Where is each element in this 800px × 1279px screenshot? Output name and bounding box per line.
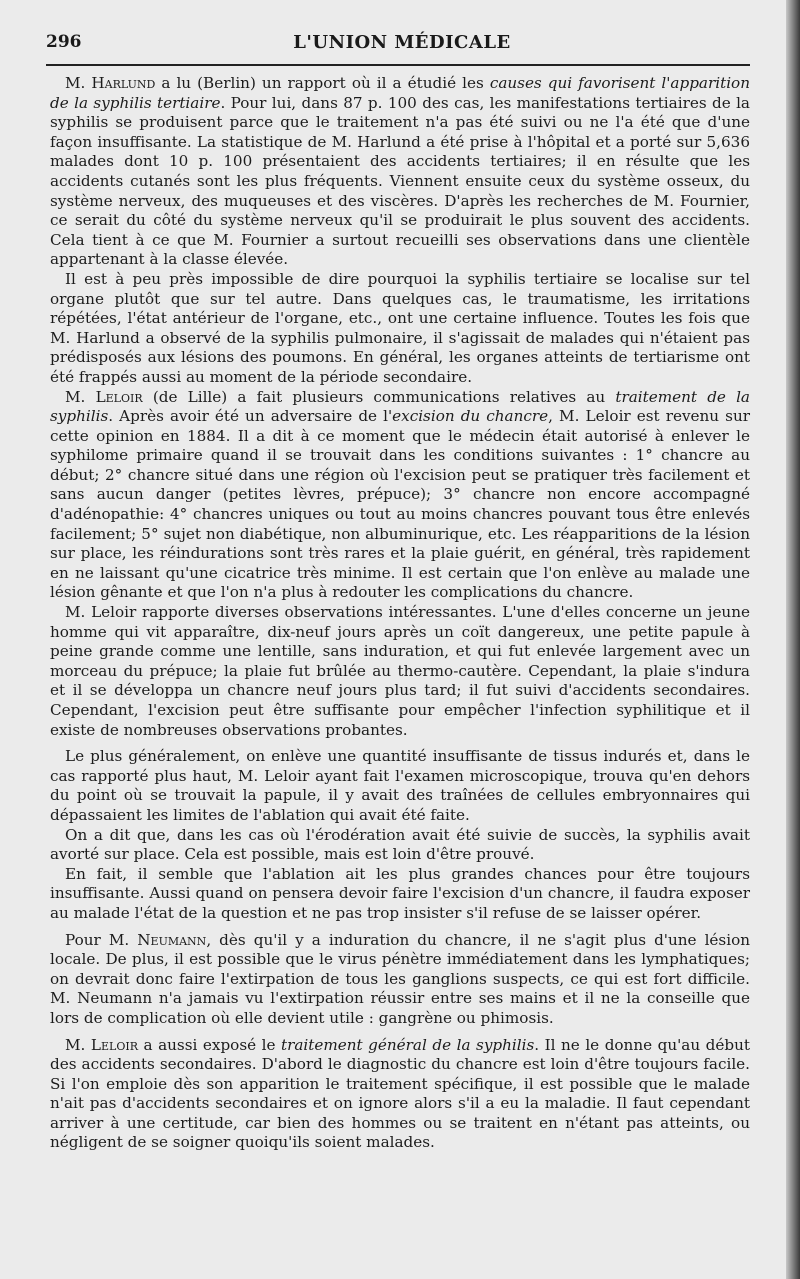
header-rule: [46, 64, 750, 66]
italic-text: excision du chancre: [392, 407, 549, 426]
text-segment: Pour M.: [65, 930, 138, 949]
text-segment: , dès qu'il y a induration du chancre, il ne s'agit plus d'une lésion locale. De plus, il est possible que le virus pénètre immédiatement dans les lymphatiques; on devrait donc faire l'extirpation de tous les ganglions suspects, ce qui est fort difficile. M. Neumann n'a jamais vu l'extirpation réussir entre ses mains et il ne la conseille que lors de complication où elle devient utile : gangrène ou phimosis.: [50, 930, 751, 1027]
text-segment: Il est à peu près impossible de dire pourquoi la syphilis tertiaire se localise sur tel organe plutôt que sur tel autre. Dans quelques cas, le traumatisme, les irritations répétées, l'état antérieur de l'organe, etc., ont une certaine influence. Toutes les fois que M. Harlund a observé de la syphilis pulmonaire, il s'agissait de malades qui n'étaient pas prédisposés aux lésions des poumons. En général, les organes atteints de tertiarisme ont été frappés aussi au moment de la période secondaire.: [50, 269, 750, 386]
paragraph: [50, 747, 750, 825]
text-segment: M.: [65, 387, 96, 406]
page-number: 296: [46, 32, 82, 52]
paragraph: [50, 1036, 750, 1154]
paragraph: [50, 74, 750, 270]
text-segment: M.: [65, 74, 92, 92]
text-segment: , M. Leloir est revenu sur cette opinion en 1884. Il a dit à ce moment que le médecin était autorisé à enlever le syphilome primaire quand il se trouvait dans les conditions suivantes : 1° chancre au début; 2° chancre situé dans une région où l'excision peut se pratiquer très facilement et sans aucun danger (petites lèvres, prépuce); 3° chancre non encore accompagné d'adénopathie: 4° chancres uniques ou tout au moins chancres pouvant tous être enlevés facilement; 5° sujet non diabétique, non albuminurique, etc. Les réapparitions de la lésion sur place, les réindurations sont très rares et la plaie guérit, en général, très rapidement en ne laissant qu'une cicatrice très minime. Il est certain que l'on enlève au malade une lésion gênante et que l'on n'a plus à redouter les complications du chancre.: [50, 407, 750, 602]
text-segment: En fait, il semble que l'ablation ait les plus grandes chances pour être toujours insuffisante. Aussi quand on pensera devoir faire l'excision d'un chancre, il faudra exposer au malade l'état de la question et ne pas trop insister s'il refuse de se laisser opérer.: [50, 864, 750, 922]
author-name: Leloir: [95, 387, 143, 406]
paragraph: [50, 270, 750, 388]
text-segment: M. Leloir rapporte diverses observations intéressantes. L'une d'elles concerne un jeune homme qui vit apparaître, dix-neuf jours après un coït dangereux, une petite papule à peine grande comme une lentille, sans induration, et qui fut enlevée largement avec un morceau du prépuce; la plaie fut brûlée au thermo-cautère. Cependant, la plaie s'indura et il se développa un chancre neuf jours plus tard; il fut suivi d'accidents secondaires. Cependant, l'excision peut être suffisante pour empêcher l'infection syphilitique et il existe de nombreuses observations probantes.: [50, 603, 750, 739]
text-segment: On a dit que, dans les cas où l'érodération avait été suivie de succès, la syphilis avait avorté sur place. Cela est possible, mais est loin d'être prouvé.: [50, 825, 750, 864]
text-segment: Le plus généralement, on enlève une quantité insuffisante de tissus indurés et, dans le cas rapporté plus haut, M. Leloir ayant fait l'examen microscopique, trouva qu'en dehors du point où se trouvait la papule, il y avait des traînées de cellules embryonnaires qui dépassaient les limites de l'ablation qui avait été faite.: [50, 747, 750, 824]
text-segment: a lu (Berlin) un rapport où il a étudié les: [155, 74, 490, 92]
paragraph: [50, 865, 750, 924]
author-name: Harlund: [91, 74, 156, 92]
paragraph: [50, 931, 750, 1029]
italic-text: causes qui favorisent l'apparition de la syphilis tertiaire: [50, 74, 750, 112]
text-segment: a aussi exposé le: [137, 1035, 282, 1054]
article-body: [50, 74, 750, 1153]
running-title: L'UNION MÉDICALE: [293, 32, 511, 53]
author-name: Neumann: [137, 930, 207, 949]
page-edge-shadow: [786, 0, 800, 1279]
italic-text: traitement général de la syphilis: [281, 1035, 535, 1054]
paragraph: [50, 826, 750, 865]
text-segment: . Il ne le donne qu'au début des accidents secondaires. D'abord le diagnostic du chancre est loin d'être toujours facile. Si l'on emploie dès son apparition le traitement spécifique, il est possible que le malade n'ait pas d'accidents secondaires et on ignore alors s'il a eu la maladie. Il faut cependant arriver à une certitude, car bien des hommes ou se traitent en n'étant pas atteints, ou négligent de se soigner quoiqu'ils soient malades.: [50, 1035, 750, 1152]
paragraph: [50, 603, 750, 740]
text-segment: . Pour lui, dans 87 p. 100 des cas, les manifestations tertiaires de la syphilis se produisent parce que le traitement n'a pas été suivi ou ne l'a été que d'une façon insuffisante. La statistique de M. Harlund a été prise à l'hôpital et a porté sur 5,636 malades dont 10 p. 100 présentaient des accidents tertiaires; il en résulte que les accidents cutanés sont les plus fréquents. Viennent ensuite ceux du système osseux, du système nerveux, des muqueuses et des viscères. D'après les recherches de M. Fournier, ce serait du côté du système nerveux qu'il se produirait le plus souvent des accidents. Cela tient à ce que M. Fournier a surtout recueilli ses observations dans une clientèle appartenant à la classe élevée.: [50, 93, 750, 269]
author-name: Leloir: [90, 1035, 138, 1054]
paragraph: [50, 388, 750, 604]
text-segment: M.: [65, 1035, 91, 1054]
italic-text: traitement de la syphilis: [50, 387, 750, 426]
page-header: [46, 32, 758, 56]
text-segment: (de Lille) a fait plusieurs communications relatives au: [142, 387, 616, 406]
text-segment: . Après avoir été un adversaire de l': [108, 407, 393, 426]
